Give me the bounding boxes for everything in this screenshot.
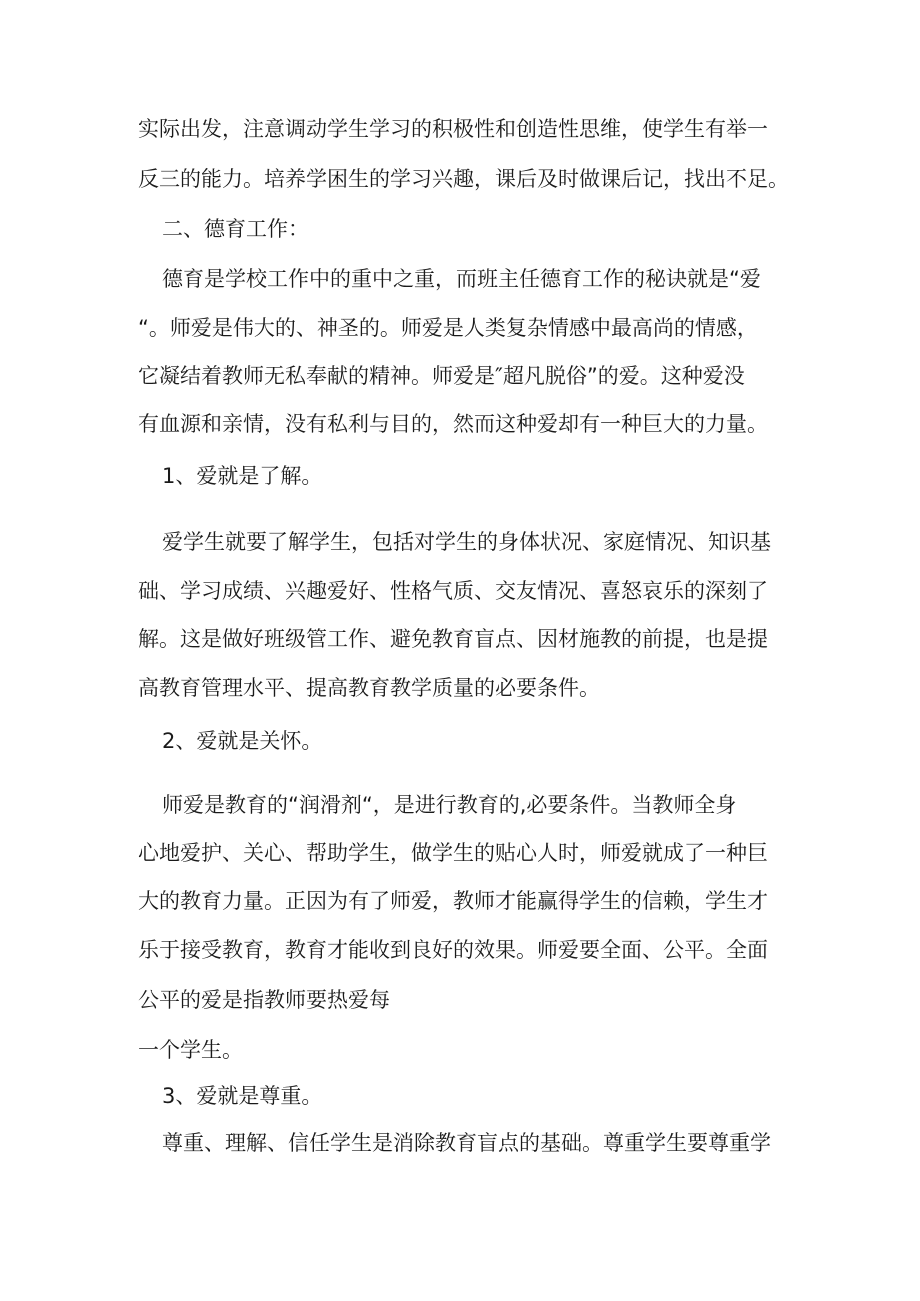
- paragraph-line: 乐于接受教育，教育才能收到良好的效果。师爱要全面、公平。全面: [138, 938, 768, 962]
- subheading: 1、爱就是了解。: [162, 464, 323, 488]
- subheading: 3、爱就是尊重。: [162, 1084, 323, 1108]
- subheading: 2、爱就是关怀。: [162, 729, 323, 753]
- paragraph-line: “。师爱是伟大的、神圣的。师爱是人类复杂情感中最高尚的情感，: [138, 316, 758, 340]
- paragraph-line: 解。这是做好班级管工作、避免教育盲点、因材施教的前提，也是提: [138, 627, 768, 651]
- paragraph-line: 大的教育力量。正因为有了师爱，教师才能赢得学生的信赖，学生才: [138, 889, 768, 913]
- paragraph-line: 础、学习成绩、兴趣爱好、性格气质、交友情况、喜怒哀乐的深刻了: [138, 579, 768, 603]
- section-heading: 二、德育工作：: [162, 217, 309, 241]
- paragraph-line: 有血源和亲情，没有私利与目的，然而这种爱却有一种巨大的力量。: [138, 412, 768, 436]
- paragraph-line: 师爱是教育的“润滑剂“，是进行教育的,必要条件。当教师全身: [162, 793, 737, 817]
- paragraph-line: 高教育管理水平、提高教育教学质量的必要条件。: [138, 676, 600, 700]
- paragraph-line: 反三的能力。培养学困生的学习兴趣，课后及时做课后记，找出不足。: [138, 167, 789, 191]
- paragraph-line: 公平的爱是指教师要热爱每: [138, 988, 390, 1012]
- paragraph-line: 爱学生就要了解学生，包括对学生的身体状况、家庭情况、知识基: [162, 530, 771, 554]
- paragraph-line: 它凝结着教师无私奉献的精神。师爱是″超凡脱俗”的爱。这种爱没: [138, 364, 745, 388]
- paragraph-line: 德育是学校工作中的重中之重，而班主任德育工作的秘诀就是“爱: [162, 267, 761, 291]
- paragraph-line: 一个学生。: [138, 1038, 243, 1062]
- paragraph-line: 实际出发，注意调动学生学习的积极性和创造性思维，使学生有举一: [138, 117, 768, 141]
- paragraph-line: 尊重、理解、信任学生是消除教育盲点的基础。尊重学生要尊重学: [162, 1131, 771, 1155]
- paragraph-line: 心地爱护、关心、帮助学生，做学生的贴心人时，师爱就成了一种巨: [138, 841, 768, 865]
